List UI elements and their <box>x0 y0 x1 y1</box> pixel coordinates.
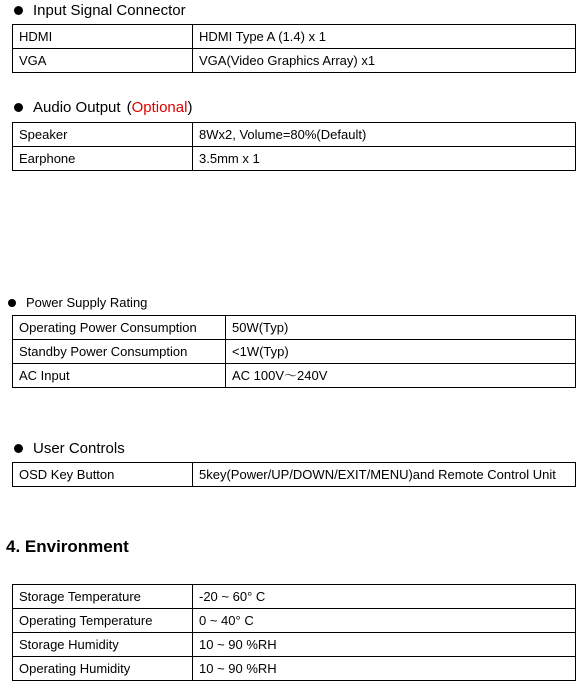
table-row <box>13 123 576 147</box>
audio-output-heading <box>14 99 192 116</box>
table-row <box>13 463 576 487</box>
audio-output-title: Audio Output <box>33 99 121 116</box>
bullet-icon <box>14 6 23 15</box>
spec-value: 10 ~ 90 %RH <box>193 657 576 681</box>
table-row <box>13 340 576 364</box>
input-signal-title: Input Signal Connector <box>33 2 186 19</box>
spec-value: -20 ~ 60° C <box>193 585 576 609</box>
optional-close-paren: ) <box>187 99 193 116</box>
bullet-icon <box>14 103 23 112</box>
power-supply-heading <box>8 295 147 310</box>
table-row <box>13 657 576 681</box>
spec-label: Operating Humidity <box>13 657 193 681</box>
table-row <box>13 147 576 171</box>
bullet-icon <box>8 299 16 307</box>
spec-value: 3.5mm x 1 <box>193 147 576 171</box>
spec-label: OSD Key Button <box>13 463 193 487</box>
spec-label: Operating Temperature <box>13 609 193 633</box>
spec-label: Storage Humidity <box>13 633 193 657</box>
spec-value: 10 ~ 90 %RH <box>193 633 576 657</box>
table-row <box>13 364 576 388</box>
spec-label: HDMI <box>13 25 193 49</box>
spec-label: Storage Temperature <box>13 585 193 609</box>
spec-label: Speaker <box>13 123 193 147</box>
spec-value: HDMI Type A (1.4) x 1 <box>193 25 576 49</box>
spec-label: AC Input <box>13 364 226 388</box>
spec-value: 5key(Power/UP/DOWN/EXIT/MENU)and Remote Control Unit <box>193 463 576 487</box>
table-row <box>13 609 576 633</box>
spec-label: Operating Power Consumption <box>13 316 226 340</box>
input-signal-table <box>12 24 576 73</box>
optional-label: Optional <box>131 99 188 116</box>
input-signal-heading <box>14 2 186 19</box>
optional-open-paren: ( <box>126 99 132 116</box>
spec-label: VGA <box>13 49 193 73</box>
table-row <box>13 633 576 657</box>
user-controls-heading <box>14 440 125 457</box>
spec-value: 8Wx2, Volume=80%(Default) <box>193 123 576 147</box>
table-row <box>13 585 576 609</box>
user-controls-table <box>12 462 576 487</box>
table-row <box>13 316 576 340</box>
power-supply-title: Power Supply Rating <box>26 295 148 310</box>
environment-title: 4. Environment <box>6 537 129 556</box>
spec-value: 0 ~ 40° C <box>193 609 576 633</box>
table-row <box>13 25 576 49</box>
spec-label: Earphone <box>13 147 193 171</box>
spec-label: Standby Power Consumption <box>13 340 226 364</box>
spec-value: AC 100V～240V <box>226 364 576 388</box>
user-controls-title: User Controls <box>33 440 125 457</box>
audio-output-table <box>12 122 576 171</box>
table-row <box>13 49 576 73</box>
bullet-icon <box>14 444 23 453</box>
spec-value: VGA(Video Graphics Array) x1 <box>193 49 576 73</box>
spec-value: 50W(Typ) <box>226 316 576 340</box>
environment-table <box>12 584 576 681</box>
power-supply-table <box>12 315 576 388</box>
spec-value: <1W(Typ) <box>226 340 576 364</box>
